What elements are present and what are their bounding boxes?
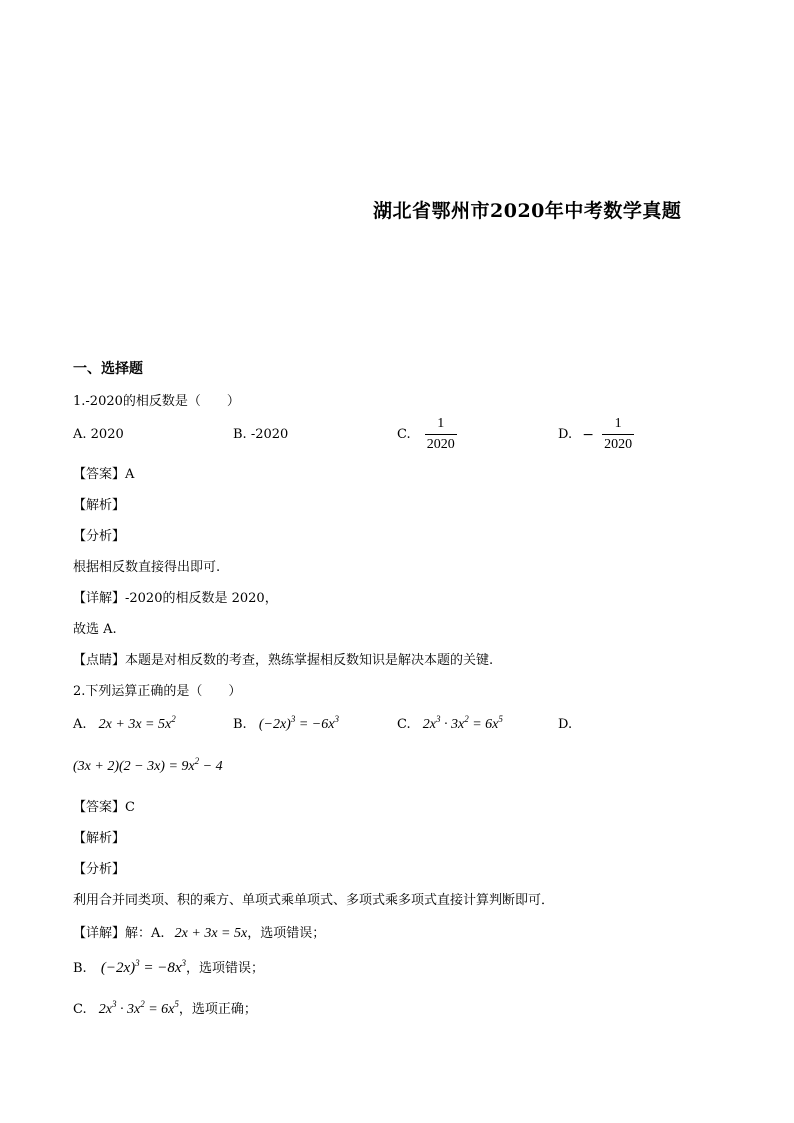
exponent: 2 xyxy=(140,999,145,1009)
minus-sign: − xyxy=(582,426,594,443)
q2-option-a xyxy=(73,714,176,733)
q1-answer: 【答案】A xyxy=(73,467,135,482)
expression: = −6x xyxy=(295,717,335,732)
detail-c-expr xyxy=(98,999,179,1017)
q1-option-c-fraction xyxy=(425,416,457,453)
q2-detail-b xyxy=(73,957,264,977)
q2-answer: 【答案】C xyxy=(73,800,135,815)
q1-option-d xyxy=(558,416,634,453)
q2-option-d-expr xyxy=(73,756,223,775)
q1-comment: 【点睛】本题是对相反数的考查，熟练掌握相反数知识是解决本题的关键. xyxy=(73,653,494,668)
q2-analysis-heading: 【解析】 xyxy=(73,831,126,846)
expression: 2x xyxy=(98,1002,112,1017)
verdict: ，选项正确； xyxy=(178,1002,257,1017)
expression: 2x + 3x = 5x xyxy=(174,926,248,941)
q1-fenxi-text: 根据相反数直接得出即可. xyxy=(73,560,221,575)
exponent: 2 xyxy=(464,714,469,724)
exponent: 5 xyxy=(174,999,179,1009)
expression: (−2x) xyxy=(258,717,291,732)
q2-option-a-expr xyxy=(98,714,176,732)
page-title: 湖北省鄂州市2020年中考数学真题 xyxy=(373,200,682,222)
detail-a-expr xyxy=(175,926,248,941)
exponent: 3 xyxy=(334,714,339,724)
q2-option-c-expr xyxy=(422,714,503,732)
fraction-denominator: 2020 xyxy=(426,437,455,452)
q1-option-c xyxy=(397,416,457,453)
fraction-denominator: 2020 xyxy=(604,437,633,452)
q1-option-d-label: D. xyxy=(558,427,573,442)
detail-heading: 【详解】解：A. xyxy=(73,926,165,941)
exponent: 5 xyxy=(498,714,503,724)
q1-detail: 【详解】-2020的相反数是 2020， xyxy=(73,591,278,606)
q2-option-b-expr xyxy=(258,714,339,732)
expression: · 3x xyxy=(116,1002,141,1017)
expression: − 4 xyxy=(199,759,223,774)
q1-analysis-heading: 【解析】 xyxy=(73,498,126,513)
expression: (−2x) xyxy=(100,960,136,976)
q2-fenxi-heading: 【分析】 xyxy=(73,862,126,877)
q1-option-d-fraction xyxy=(602,416,634,453)
expression: = 6x xyxy=(468,717,499,732)
q1-option-b: B. -2020 xyxy=(233,427,289,442)
fraction-numerator: 1 xyxy=(614,416,622,431)
q2-fenxi-text: 利用合并同类项、积的乘方、单项式乘单项式、多项式乘多项式直接计算判断即可． xyxy=(73,893,555,908)
q2-option-c-label: C. xyxy=(397,717,411,732)
q1-stem: 1.-2020的相反数是（ ） xyxy=(73,394,240,409)
q2-option-c xyxy=(397,714,503,733)
option-label: B. xyxy=(73,961,87,976)
section-heading: 一、选择题 xyxy=(73,361,143,377)
q2-option-a-label: A. xyxy=(73,717,87,732)
expression: = −8x xyxy=(139,960,182,976)
q2-option-b-label: B. xyxy=(233,717,247,732)
exponent: 2 xyxy=(194,756,200,766)
verdict: ，选项错误； xyxy=(247,926,326,941)
q1-option-c-label: C. xyxy=(397,427,411,442)
exponent: 3 xyxy=(111,999,117,1009)
exponent: 2 xyxy=(171,714,176,724)
q2-detail-a xyxy=(73,922,325,942)
exponent: 3 xyxy=(290,714,296,724)
expression: (3x + 2)(2 − 3x) = 9x xyxy=(73,759,195,774)
q2-stem: 2.下列运算正确的是（ ） xyxy=(73,684,242,699)
q1-choose: 故选 A. xyxy=(73,622,117,637)
expression: 2x xyxy=(422,717,436,732)
q1-option-a: A. 2020 xyxy=(73,427,124,442)
detail-b-expr xyxy=(101,960,186,976)
q2-detail-c xyxy=(73,998,257,1018)
expression: 2x + 3x = 5x xyxy=(98,717,172,732)
exponent: 3 xyxy=(181,958,187,968)
option-label: C. xyxy=(73,1002,87,1017)
q1-fenxi-heading: 【分析】 xyxy=(73,529,126,544)
exponent: 3 xyxy=(435,714,441,724)
exponent: 3 xyxy=(135,958,140,968)
expression: = 6x xyxy=(144,1002,175,1017)
fraction-numerator: 1 xyxy=(437,416,445,431)
expression: · 3x xyxy=(440,717,465,732)
verdict: ，选项错误； xyxy=(186,961,265,976)
q2-option-d-label: D. xyxy=(558,717,573,732)
q2-option-b xyxy=(233,714,339,733)
